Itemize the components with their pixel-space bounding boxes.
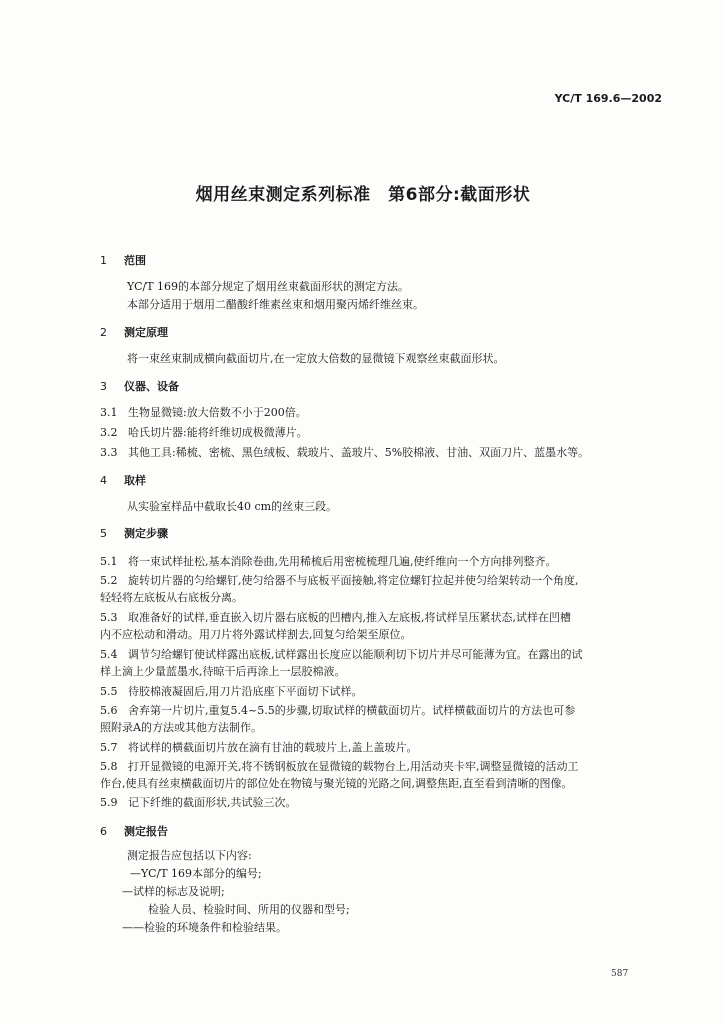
section-title: 测定原理 <box>124 326 168 339</box>
paragraph: 测定报告应包括以下内容: <box>127 849 252 862</box>
item-text: 将试样的横截面切片放在滴有甘油的载玻片上,盖上盖玻片。 <box>128 741 418 754</box>
section-3-heading <box>100 380 179 394</box>
item-number: 5.8 <box>100 760 118 773</box>
item-number: 5.6 <box>100 704 118 717</box>
section-title: 范围 <box>124 254 146 267</box>
section-title: 测定步骤 <box>124 527 168 540</box>
section-number: 6 <box>100 825 107 838</box>
item-number: 5.5 <box>100 685 118 698</box>
item-text: 将一束试样扯松,基本消除卷曲,先用稀梳后用密梳梳理几遍,使纤维向一个方向排列整齐。 <box>128 555 557 568</box>
list-item <box>100 796 297 810</box>
item-continuation: 样上滴上少量蓝墨水,待晾干后再涂上一层胶棉液。 <box>100 665 346 678</box>
section-number: 2 <box>100 326 107 339</box>
item-text: 打开显微镜的电源开关,将不锈钢板放在显微镜的载物台上,用活动夹卡牢,调整显微镜的活动工 <box>128 760 579 773</box>
item-text: 调节匀给螺钉使试样露出底板,试样露出长度应以能顺利切下切片并尽可能薄为宜。在露出的试 <box>128 648 583 661</box>
section-title: 仪器、设备 <box>124 380 179 393</box>
item-number: 5.9 <box>100 796 118 809</box>
item-text: 旋转切片器的匀给螺钉,使匀给器不与底板平面接触,将定位螺钉拉起并使匀给架转动一个角度, <box>128 574 579 587</box>
paragraph: YC/T 169的本部分规定了烟用丝束截面形状的测定方法。 <box>127 280 410 293</box>
list-item <box>100 648 583 662</box>
item-continuation: 作台,使具有丝束横截面切片的部位处在物镜与聚光镜的光路之间,调整焦距,直至看到清晰的图像。 <box>100 777 573 790</box>
section-number: 5 <box>100 527 107 540</box>
list-item <box>100 760 579 774</box>
list-item <box>100 555 557 569</box>
item-text: 生物显微镜:放大倍数不小于200倍。 <box>128 406 307 419</box>
item-text: 其他工具:稀梳、密梳、黑色绒板、载玻片、盖玻片、5%胶棉液、甘油、双面刀片、蓝墨水等。 <box>128 446 590 459</box>
report-list-item: —YC/T 169本部分的编号; <box>130 867 262 880</box>
page-number: 587 <box>611 969 629 979</box>
section-4-heading <box>100 474 146 488</box>
section-6-heading <box>100 825 168 839</box>
list-item <box>100 741 418 755</box>
list-item <box>100 574 579 588</box>
item-number: 3.1 <box>100 406 118 419</box>
standard-number: YC/T 169.6—2002 <box>554 92 662 105</box>
section-1-heading <box>100 254 146 268</box>
section-number: 3 <box>100 380 107 393</box>
paragraph: 将一束丝束制成横向截面切片,在一定放大倍数的显微镜下观察丝束截面形状。 <box>127 352 505 365</box>
list-item <box>100 426 308 440</box>
item-continuation: 轻轻将左底板从右底板分离。 <box>100 591 243 604</box>
section-number: 4 <box>100 474 107 487</box>
section-2-heading <box>100 326 168 340</box>
section-5-heading <box>100 527 168 541</box>
list-item <box>100 446 589 460</box>
item-text: 舍弃第一片切片,重复5.4~5.5的步骤,切取试样的横截面切片。试样横截面切片的方法也可参 <box>128 704 576 717</box>
list-item <box>100 685 363 699</box>
item-text: 取准备好的试样,垂直嵌入切片器右底板的凹槽内,推入左底板,将试样呈压紧状态,试样在凹槽 <box>128 611 571 624</box>
report-list-item: —试样的标志及说明; <box>122 885 225 898</box>
section-title: 测定报告 <box>124 825 168 838</box>
item-number: 5.2 <box>100 574 118 587</box>
item-continuation: 照附录A的方法或其他方法制作。 <box>100 721 262 734</box>
item-number: 3.2 <box>100 426 118 439</box>
section-number: 1 <box>100 254 107 267</box>
item-number: 5.4 <box>100 648 118 661</box>
paragraph: 本部分适用于烟用二醋酸纤维素丝束和烟用聚丙烯纤维丝束。 <box>127 298 424 311</box>
document-title: 烟用丝束测定系列标准 第6部分:截面形状 <box>195 185 531 205</box>
report-list-item: 检验人员、检验时间、所用的仪器和型号; <box>148 903 350 916</box>
item-continuation: 内不应松动和滑动。用刀片将外露试样割去,回复匀给架至原位。 <box>100 628 412 641</box>
report-list-item: ——检验的环境条件和检验结果。 <box>122 921 287 934</box>
item-number: 3.3 <box>100 446 118 459</box>
section-title: 取样 <box>124 474 146 487</box>
item-number: 5.7 <box>100 741 118 754</box>
list-item <box>100 704 575 718</box>
paragraph: 从实验室样品中截取长40 cm的丝束三段。 <box>127 500 338 513</box>
item-number: 5.1 <box>100 555 118 568</box>
item-number: 5.3 <box>100 611 118 624</box>
item-text: 待胶棉液凝固后,用刀片沿底座下平面切下试样。 <box>128 685 363 698</box>
list-item <box>100 611 571 625</box>
item-text: 哈氏切片器:能将纤维切成极微薄片。 <box>128 426 308 439</box>
list-item <box>100 406 307 420</box>
item-text: 记下纤维的截面形状,共试验三次。 <box>128 796 297 809</box>
